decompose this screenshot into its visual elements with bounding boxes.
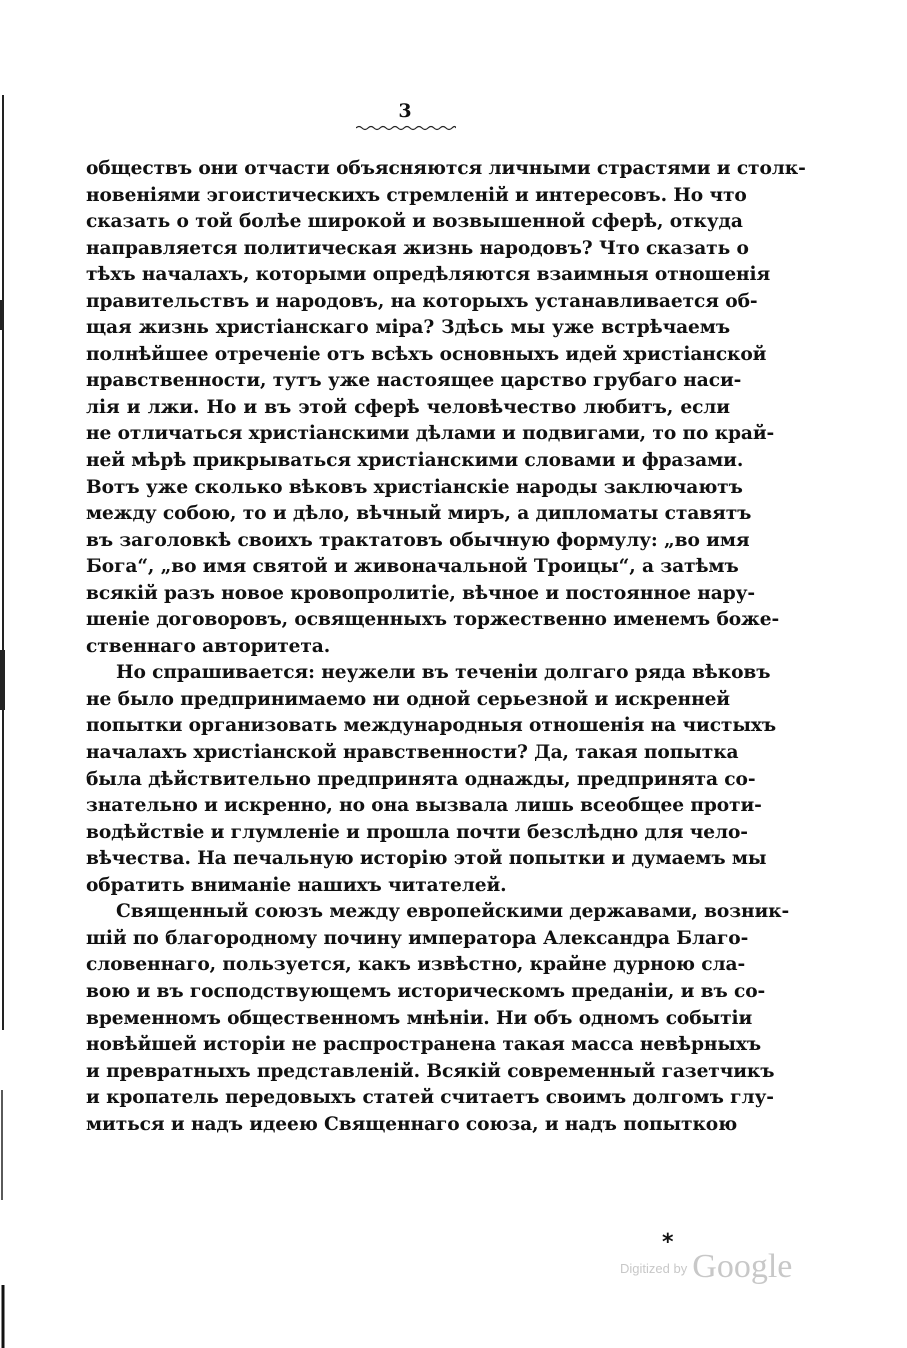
footnote-asterisk: * xyxy=(662,1230,674,1255)
watermark-prefix: Digitized by xyxy=(620,1261,688,1276)
text-line: попытки организовать международныя отношенія на чистыхъ xyxy=(86,715,777,737)
text-line: началахъ христіанской нравственности? Да, такая попытка xyxy=(86,742,739,764)
text-line: обратить вниманіе нашихъ читателей. xyxy=(86,874,507,896)
text-line: миться и надъ идеею Священнаго союза, и надъ попыткою xyxy=(86,1113,738,1135)
text-line: Священный союзъ между европейскими державами, возник- xyxy=(116,901,790,923)
text-line: ней мѣрѣ прикрываться христіанскими словами и фразами. xyxy=(86,450,744,472)
text-line: Бога“, „во имя святой и живоначальной Троицы“, а затѣмъ xyxy=(86,556,739,578)
text-line: шій по благородному почину императора Александра Благо- xyxy=(86,927,749,949)
text-line: Но спрашивается: неужели въ теченіи долгаго ряда вѣковъ xyxy=(116,662,771,684)
text-line: новеніями эгоистическихъ стремленій и интересовъ. Но что xyxy=(86,184,747,206)
text-line: словеннаго, пользуется, какъ извѣстно, крайне дурною сла- xyxy=(86,954,746,976)
text-line: не было предпринимаемо ни одной серьезной и искренней xyxy=(86,688,730,710)
text-line: направляется политическая жизнь народовъ? Что сказать о xyxy=(86,237,749,259)
text-line: вѣчества. На печальную исторію этой попытки и думаемъ мы xyxy=(86,848,767,870)
text-line: обществъ они отчасти объясняются личными страстями и столк- xyxy=(86,158,806,179)
google-logo-text: Google xyxy=(692,1248,793,1285)
text-line: полнѣйшее отреченіе отъ всѣхъ основныхъ идей христіанской xyxy=(86,343,767,365)
text-line: Вотъ уже сколько вѣковъ христіанскіе народы заключаютъ xyxy=(86,476,743,498)
scan-edge-shadow xyxy=(0,0,10,1348)
text-line: была дѣйствительно предпринята однажды, предпринята со- xyxy=(86,768,756,790)
text-line: и кропатель передовыхъ статей считаетъ своимъ долгомъ глу- xyxy=(86,1087,774,1109)
text-line: нравственности, тутъ уже настоящее царство грубаго наси- xyxy=(86,370,742,392)
text-line: всякій разъ новое кровопролитіе, вѣчное и постоянное нару- xyxy=(86,582,756,604)
digitized-watermark xyxy=(620,1248,792,1286)
text-line: сказать о той болѣе широкой и возвышенной сферѣ, откуда xyxy=(86,211,743,233)
text-line: ственнаго авторитета. xyxy=(86,635,331,657)
body-text xyxy=(86,156,806,1138)
text-line: между собою, то и дѣло, вѣчный миръ, а дипломаты ставятъ xyxy=(86,503,752,525)
text-line: шеніе договоровъ, освященныхъ торжественно именемъ боже- xyxy=(86,609,780,631)
text-line: въ заголовкѣ своихъ трактатовъ обычную формулу: „во имя xyxy=(86,529,750,551)
text-line: лія и лжи. Но и въ этой сферѣ человѣчество любитъ, если xyxy=(86,396,730,418)
text-line: временномъ общественномъ мнѣніи. Ни объ одномъ событіи xyxy=(86,1007,753,1029)
text-line: не отличаться христіанскими дѣлами и подвигами, то по край- xyxy=(86,423,775,445)
text-line: новѣйшей исторіи не распространена такая масса невѣрныхъ xyxy=(86,1034,762,1056)
decorative-wavy-rule xyxy=(356,124,456,132)
text-line: щая жизнь христіанскаго міра? Здѣсь мы уже встрѣчаемъ xyxy=(86,317,730,339)
text-line: и превратныхъ представленій. Всякій современный газетчикъ xyxy=(86,1060,775,1082)
text-line: тѣхъ началахъ, которыми опредѣляются взаимныя отношенія xyxy=(86,264,771,286)
text-line: правительствъ и народовъ, на которыхъ устанавливается об- xyxy=(86,290,758,312)
text-line: знательно и искренно, но она вызвала лишь всеобщее проти- xyxy=(86,795,762,817)
text-line: вою и въ господствующемъ историческомъ преданіи, и въ со- xyxy=(86,980,766,1002)
text-line: водѣйствіе и глумленіе и прошла почти безслѣдно для чело- xyxy=(86,821,748,843)
page-number: 3 xyxy=(398,100,412,122)
